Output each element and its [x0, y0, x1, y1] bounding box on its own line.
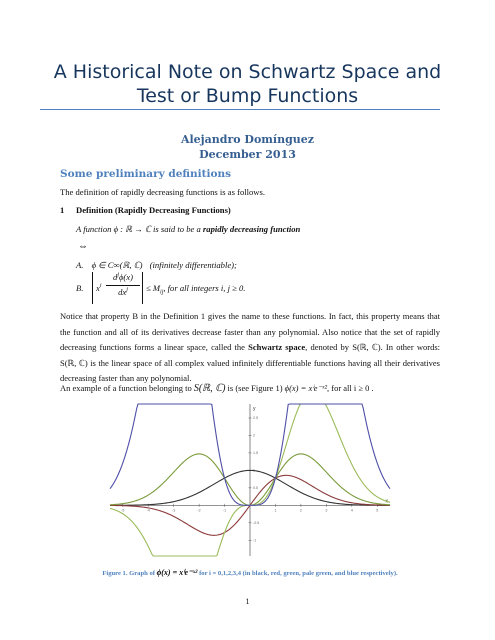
def-line1-b: is said to be a [150, 224, 203, 234]
caption-a: Figure 1. Graph of [102, 570, 157, 577]
y-axis-label: y [253, 406, 256, 412]
def-line1-a: A function [76, 224, 114, 234]
cond-b-rhs-sub: ij [160, 289, 164, 296]
para2-c: , for all i ≥ 0 . [327, 383, 374, 393]
x-tick-label: -5 [121, 508, 125, 513]
x-tick-label: 4 [350, 508, 353, 513]
cond-b-num-f: ϕ(x) [118, 272, 133, 282]
cond-b-numerator [106, 272, 140, 282]
cond-b-i: i [99, 283, 102, 290]
x-tick-label: -2 [197, 508, 201, 513]
para1-text-b: , denoted by S(ℝ, ℂ). In other words: S(ℝ, ℂ) is the linear space of all complex valued infinitely differentiable functions having all their derivatives decreasing faster than any polynomial. [60, 342, 440, 383]
condition-a [76, 258, 237, 273]
paper-title: A Historical Note on Schwartz Space and Test or Bump Functions [53, 61, 442, 107]
para2-a: An example of a function belonging to [60, 383, 194, 393]
section-heading: Some preliminary definitions [60, 168, 232, 180]
cond-b-text: , for all integers i, j ≥ 0. [163, 283, 246, 293]
y-tick-label: 2 [253, 433, 255, 438]
y-tick-label: -1 [253, 538, 257, 543]
x-tick-label: 3 [325, 508, 328, 513]
def-line1-math: ϕ : ℝ → ℂ [113, 224, 151, 234]
para1-text: Notice that property B in the Definition 1 gives the name to these functions. In fact, this property means that the function and all of its derivatives decrease faster than any polynomial. Also notice that the set of rapidly decreasing functions forms a linear space, called the [60, 311, 440, 352]
cond-b-den-j: j [126, 287, 128, 294]
y-tick-label: 1.5 [253, 451, 258, 456]
cond-b-num-d: d [113, 272, 118, 282]
x-tick-label: 2 [299, 508, 302, 513]
cond-b-rhs-m: ≤ M [146, 283, 161, 293]
caption-b: for i = 0,1,2,3,4 (in black, red, green, pale green, and blue respectively). [197, 570, 398, 577]
figure-caption [60, 568, 440, 577]
x-tick-label: 1 [274, 508, 277, 513]
para2-formula: ϕ(x) = xⁱe⁻ˣ² [284, 383, 327, 393]
x-tick-label: -4 [146, 508, 150, 513]
definition-heading: Definition (Rapidly Decreasing Functions) [76, 205, 231, 215]
cond-b-den-dx: dx [118, 287, 127, 297]
paragraph-2 [60, 381, 374, 396]
page-number: 1 [245, 597, 250, 606]
cond-b-denominator [106, 287, 140, 297]
intro-text: The definition of rapidly decreasing functions is as follows. [60, 187, 266, 197]
schwartz-space-term: Schwartz space [248, 342, 306, 352]
iff-symbol: ⇔ [78, 241, 88, 252]
title-rule [40, 109, 440, 110]
definition-number: 1 [60, 205, 65, 215]
fraction-bar [106, 285, 140, 286]
para2-math: S(ℝ, ℂ) [193, 383, 226, 394]
cond-b-label: B. [76, 283, 84, 293]
x-tick-label: -1 [222, 508, 227, 513]
cond-b-xi [96, 283, 102, 293]
paragraph-1 [60, 309, 440, 387]
cond-a-math: ϕ ∈ C∞(ℝ, ℂ) [91, 260, 143, 270]
axes [110, 404, 390, 556]
cond-b-rhs [146, 283, 245, 296]
function-plot [100, 398, 400, 562]
cond-b-x: x [96, 283, 100, 293]
def-line1-term: rapidly decreasing function [202, 224, 301, 234]
abs-bar-left [92, 272, 93, 304]
x-tick-label: -3 [172, 508, 176, 513]
y-tick-label: 0.5 [253, 486, 258, 491]
definition-line1 [76, 222, 300, 237]
date: December 2013 [199, 148, 296, 161]
para2-b: is (see Figure 1) [225, 383, 285, 393]
abs-bar-right [142, 272, 143, 304]
x-axis-label: x [385, 498, 388, 505]
cond-a-text: (infinitely differentiable); [149, 260, 237, 270]
caption-formula: ϕ(x) = xⁱe⁻ˣ² [156, 568, 198, 577]
y-tick-label: 1 [253, 468, 255, 473]
x-tick-label: 5 [376, 508, 379, 513]
cond-b-num-j: j [117, 272, 119, 279]
y-tick-label: 2.5 [253, 416, 258, 421]
author: Alejandro Domínguez [180, 133, 315, 146]
y-tick-label: -0.5 [253, 521, 260, 526]
cond-a-label: A. [76, 260, 84, 270]
